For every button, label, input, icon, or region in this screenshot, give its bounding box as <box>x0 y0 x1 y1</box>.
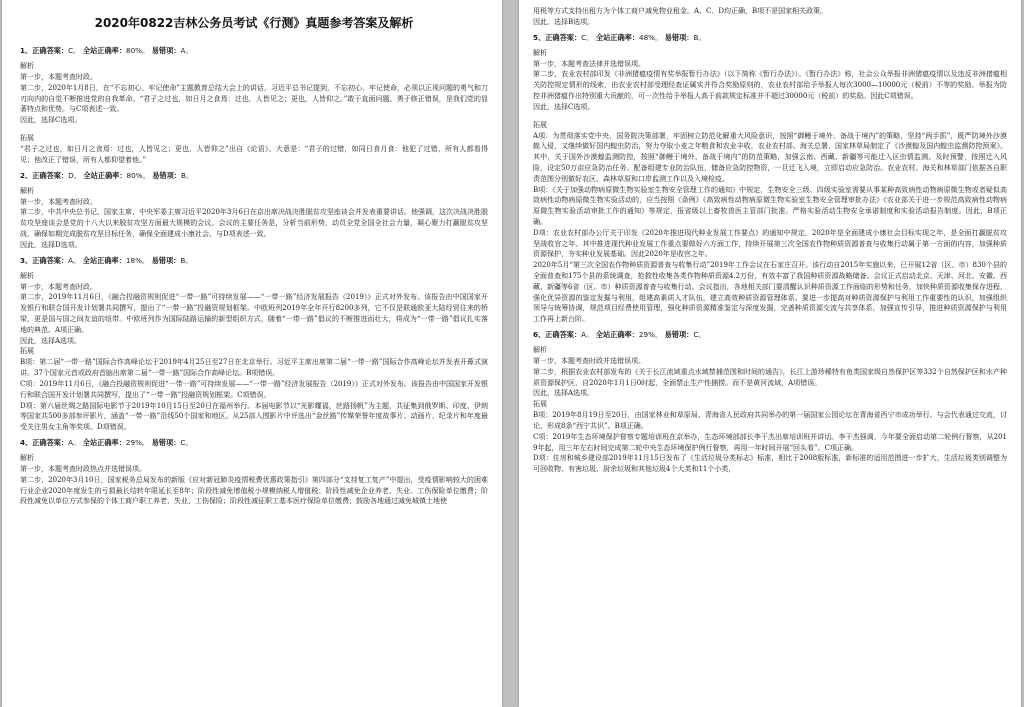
paragraph: D项：住房和城乡建设部2019年11月15日发布了《生活垃圾分类标志》标准，相比于2008版标准，新标准的适用范围进一步扩大，生活垃圾类别调整为可回收物、有害垃圾、厨余垃圾和其他垃圾4个大类和11个小类， <box>533 454 1007 474</box>
answer-label: 正确答案： <box>545 329 582 339</box>
answer-value: C。 <box>68 46 81 55</box>
paragraph: B项：《关于加强动物病原微生物实验室生物安全管理工作的通知》中规定，生物安全三级、四级实验室需要从事某种高致病性动物病原微生物或者疑似高致病性动物病原微生物实验活动的，应当按照《条例》《高致病性动物病原微生物实验室生物安全管理审批办法》《农业部关于进一步规范高致病性动物病原微生物实验活动审批工作的通知》等规定，报省级以上畜牧兽医主管部门批准。严格实验活动生物安全承诺制度和实验活动报告制度。因此，B项正确。 <box>533 185 1007 226</box>
accuracy-label: 全站正确率： <box>83 170 127 180</box>
accuracy-label: 全站正确率： <box>595 32 640 42</box>
question-answer-header <box>20 437 488 448</box>
accuracy-value: 48%。 <box>639 32 663 42</box>
common-error-label: 易错项： <box>151 46 181 55</box>
answer-value: D。 <box>68 170 81 180</box>
section-label: 拓展 <box>20 133 34 142</box>
section-label: 解析 <box>20 62 34 70</box>
section-label: 拓展 <box>533 400 547 409</box>
question-number: 3、 <box>20 255 33 265</box>
accuracy-label: 全站正确率： <box>82 255 126 265</box>
paragraph: 用税等方式支持出租方为个体工商户减免物业租金。A、C、D均正确，B项不是国家相关政策。 <box>533 7 828 15</box>
common-error-value: C。 <box>180 437 193 447</box>
accuracy-label: 全站正确率： <box>82 437 126 447</box>
accuracy-label: 全站正确率： <box>82 46 127 55</box>
section-label: 解析 <box>20 186 34 195</box>
paragraph: 第二步，2020年1月8日，在“不忘初心、牢记使命”主题教育总结大会上的讲话，习近平总书记提到，不忘初心、牢记使命，必须以正视问题的勇气和刀刃向内的自觉不断推进党的自我革命。“君子之过也，如日月之食焉：过也，人皆见之；更也，人皆仰之。”敢于直面问题、勇于修正错误，是我们党的显著特点和优势。与C项表述一致。 <box>20 83 488 114</box>
right-page-content <box>533 6 1007 475</box>
paragraph: D项：第六届丝绸之路国际电影节于2019年10月15日至20日在福州举行。本届电影节以“光影耀福，丝路扬帆”为主题，共征集到俄罗斯、印度、伊朗等国家共500多部参评影片，涵盖“一带一路”沿线50个国家和地区。从25部入围影片中评选出“金丝路”传媒荣誉年度故事片、动画片、纪录片和年度最受关注男女主角等奖项。D项错误。 <box>20 401 488 432</box>
spacer <box>20 126 488 133</box>
paragraph: 第一步，本题考查时政热点并选错误项。 <box>20 464 146 473</box>
section-label: 拓展 <box>533 120 547 129</box>
paragraph: 第一步，本题考查时政。 <box>20 197 97 206</box>
paragraph: 2020年5月“第三次全国农作物种质资源普查与收集行动”2019年工作会议在石家庄召开。该行动自2015年实施以来，已开展12省（区、市）830个县的全面普查和175个县的系统调查，抢救性收集各类作物种质资源4.2万份，有效丰富了我国种质资源战略储备。会议正式启动北京、天津、河北、安徽、西藏、新疆等6省（区、市）种质资源普查与收集行动。会议指出，各地相关部门要清醒认识种质资源工作面临的形势和任务，加快种质资源收集保存进程，强化优异资源的鉴定发掘与利用，组建高素质人才队伍，建立高效种质资源管理体系。要进一步提高对种质资源保护与利用工作重要性的认识，加强组织领导与统筹协调，规范项目经费使用管理，强化种质资源精准鉴定与深度发掘，完善种质资源交流与共享体系，加强宣传引导，推进种质资源保护与利用工作再上新台阶。 <box>533 261 1007 324</box>
paragraph: 第一步，本题考查时政并选错误项。 <box>533 356 645 365</box>
paragraph: 第一步，本题考查时政。 <box>20 282 97 291</box>
question-number: 2、 <box>20 170 33 180</box>
common-error-label: 易错项： <box>151 255 181 265</box>
document-page-right <box>519 0 1021 707</box>
paragraph: C项：2019年生态环境保护督察专题培训班在京举办，生态环境部部长李干杰出席培训班并讲话。李干杰强调，今年要全面启动第二轮例行督察，从2019年起，用三年左右时间完成第二轮中央生态环境保护例行督察，再用一年时间开展“回头看”。C项正确。 <box>533 432 1007 452</box>
paragraph: 第二步，根据农业农村部发布的《关于长江流域重点水域禁捕范围和时间的通告》，长江上游珍稀特有鱼类国家级自然保护区等332个自然保护区和水产种质资源保护区，自2020年1月1日0时起，全面禁止生产性捕捞。而不是黄河流域，A项错误。 <box>533 367 1007 387</box>
paragraph: 第一步，本题考查时政。 <box>20 73 97 81</box>
document-page-left <box>2 0 502 707</box>
paragraph: 第二步，2020年3月10日，国家税务总局发布的新版《应对新冠肺炎疫情税费优惠政策指引》第四部分“支持复工复产”中提出，受疫情影响较大的困难行业企业2020年度发生的亏损最长结转年限延长至8年；阶段性减免增值税小规模纳税人增值税；阶段性减免企业养老、失业、工伤保险单位缴费；阶段性减免以单位方式参保的个体工商户职工养老、失业、工伤保险；阶段性减征职工基本医疗保险单位缴费；鼓励各地通过减免城镇土地使 <box>20 475 488 506</box>
question-answer-header <box>533 32 1007 43</box>
paragraph: 因此，选择C选项。 <box>533 102 595 111</box>
spacer <box>533 113 1007 120</box>
paragraph: 第二步，2019年11月6日，《融合投融资规则促进“一带一路”可持续发展——“一带一路”经济发展报告（2019）》正式对外发布。该报告由中国国家开发银行和联合国开发计划署共同撰写，提出了“一带一路”投融资规划框架。中欧班列2019年全年开行8200多列，它不仅是联通欧亚大陆经贸往来的桥梁，更是国与国之间友谊的纽带。中欧班列作为国际陆路运输的新型组织方式，随着“一带一路”倡议的不断推进而壮大，将成为“一带一路”倡议扎实落地的典范。A项正确。 <box>20 293 488 334</box>
common-error-label: 易错项： <box>152 170 181 180</box>
common-error-value: A。 <box>180 46 193 55</box>
question-number: 4、 <box>20 437 33 447</box>
section-label: 解析 <box>20 453 34 462</box>
paragraph: 第二步，中共中央总书记、国家主席、中央军委主席习近平2020年3月6日在京出席决战决胜脱贫攻坚座谈会并发表重要讲话。他强调，这次决战决胜脱贫攻坚座谈会是党的十八大以来脱贫攻坚方面最大规模的会议。会议的主要任务是，分析当前形势，动员全党全国全社会力量，凝心聚力打赢脱贫攻坚战，确保如期完成脱贫攻坚目标任务，确保全面建成小康社会。与D项表述一致。 <box>20 208 488 238</box>
paragraph: B项：2019年8月19日至20日，由国家林业和草原局、青海省人民政府共同举办的第一届国家公园论坛在青海省西宁市成功举行。与会代表通过交流，讨论、形成8条“西宁共识”。B项正确。 <box>533 411 1007 430</box>
question-number: 6、 <box>533 329 546 339</box>
accuracy-value: 18%。 <box>125 255 150 265</box>
section-label: 解析 <box>533 345 547 354</box>
answer-label: 正确答案： <box>545 32 582 42</box>
answer-value: A。 <box>68 255 81 265</box>
answer-value: A。 <box>68 437 81 447</box>
answer-label: 正确答案： <box>32 437 69 447</box>
question-answer-header <box>20 45 488 56</box>
answer-label: 正确答案： <box>32 255 69 265</box>
common-error-label: 易错项： <box>151 437 181 447</box>
paragraph: 第一步，本题考查法律并选错误项。 <box>533 59 645 68</box>
accuracy-value: 29%。 <box>125 437 150 447</box>
accuracy-label: 全站正确率： <box>595 329 639 339</box>
paragraph: 第二步，农业农村部印发《非洲猪瘟疫情有奖举报暂行办法》（以下简称《暂行办法》）。《暂行办法》称，社会公众举报非洲猪瘟疫情以及违反非洲猪瘟相关防控规定情形的线索，由农业农村部受理经查证属实并符合奖励原则的，农业农村部给予举报人每次3000—10000元（税前）不等的奖励。举报为防控非洲猪瘟作出特别重大贡献的，可一次性给予举报人高于前款规定标准并不超过30000元（税前）的奖励。因此C项错误。 <box>533 70 1007 100</box>
section-label: 解析 <box>20 271 34 280</box>
paragraph: 因此，选择C选项。 <box>20 116 82 125</box>
common-error-value: C。 <box>693 329 706 339</box>
left-page-content <box>20 45 488 507</box>
paragraph: C项：2019年11月6日，《融合投融资规则促进“一带一路”可持续发展——“一带一路”经济发展报告（2019）》正式对外发布。该报告由中国国家开发银行和联合国开发计划署共同撰写，提出了“一带一路”投融资规划框架。C项错误。 <box>20 379 488 399</box>
common-error-label: 易错项： <box>664 32 694 42</box>
common-error-value: B。 <box>181 170 194 180</box>
paragraph: “君子之过也，如日月之食焉：过也，人皆见之；更也，人皆仰之”出自《论语》。大意是：“君子的过错，如同日食月食：他犯了过错，所有人都看得见；他改正了错误，所有人都仰望着他。” <box>20 144 488 164</box>
answer-label: 正确答案： <box>32 46 69 55</box>
section-label: 拓展 <box>20 347 34 356</box>
answer-value: C。 <box>581 32 594 42</box>
answer-label: 正确答案： <box>32 170 69 180</box>
paragraph: 因此，选择A选项。 <box>533 389 595 398</box>
answer-value: A。 <box>581 329 594 339</box>
paragraph: A项：为贯彻落实党中央、国务院决策部署，牢固树立防范化解重大风险意识，按照“御鳗于境外、备战于境内”的策略，坚持“两手抓”，既严防境外沙漠蝗入侵，又继续做好国内蝗虫防治，努力夺取小麦之年粮食和农业丰收，农业农村部、海关总署、国家林草局制定了《沙漠蝗及国内蝗虫监测防控预案》。其中，关于国外沙漠蝗监测防控，按照“御鳗于境外、备战于境内”的防范策略，加强云南、西藏、新疆等可能迁入区虫情监测、及时预警，按照迁入风险，设定50万亩应急防治任务。配备组建专业防治队伍，储备应急防控物资，一旦迁飞入境，立即启动应急防治。农业农村、海关和林草部门依据各自职责范围分别做好农区、森林草原和口岸监测工作以及入境检疫。 <box>533 131 1007 183</box>
paragraph: 因此，选择D选项。 <box>20 240 82 249</box>
common-error-label: 易错项： <box>664 329 694 339</box>
accuracy-value: 29%。 <box>638 329 663 339</box>
question-answer-header <box>20 255 488 266</box>
paragraph: D项：农业农村部办公厅关于印发《2020年推进现代种业发展工作要点》的通知中规定，2020年是全面建成小康社会目标实现之年，是全面打赢脱贫攻坚战收官之年。其中推进现代种业发展工作重点要做好六方面工作，持续开展第三次全国农作物种质资源普查与收集行动属于第一方面的内容，加强种质资源保护，夯实种业发展基础。因此2020年是收官之年。 <box>533 228 1007 259</box>
question-number: 1、 <box>20 46 33 55</box>
paragraph: B项：第二届“一带一路”国际合作高峰论坛于2019年4月25日至27日在北京举行。习近平主席出席第二届“一带一路”国际合作高峰论坛并发表开幕式演讲。37个国家元首或政府首脑出席第二届“一带一路”国际合作高峰论坛。B项错误。 <box>20 358 488 378</box>
common-error-value: B。 <box>693 32 706 42</box>
question-answer-header <box>533 329 1007 340</box>
document-title: 2020年0822吉林公务员考试《行测》真题参考答案及解析 <box>94 16 414 30</box>
accuracy-value: 80%。 <box>126 170 150 180</box>
question-answer-header <box>20 170 488 181</box>
paragraph: 因此，选择A选项。 <box>20 336 82 345</box>
accuracy-value: 80%。 <box>126 46 150 55</box>
common-error-value: B。 <box>180 255 193 265</box>
paragraph: 因此，选择B选项。 <box>533 17 595 26</box>
section-label: 解析 <box>533 48 547 57</box>
question-number: 5、 <box>533 32 546 42</box>
